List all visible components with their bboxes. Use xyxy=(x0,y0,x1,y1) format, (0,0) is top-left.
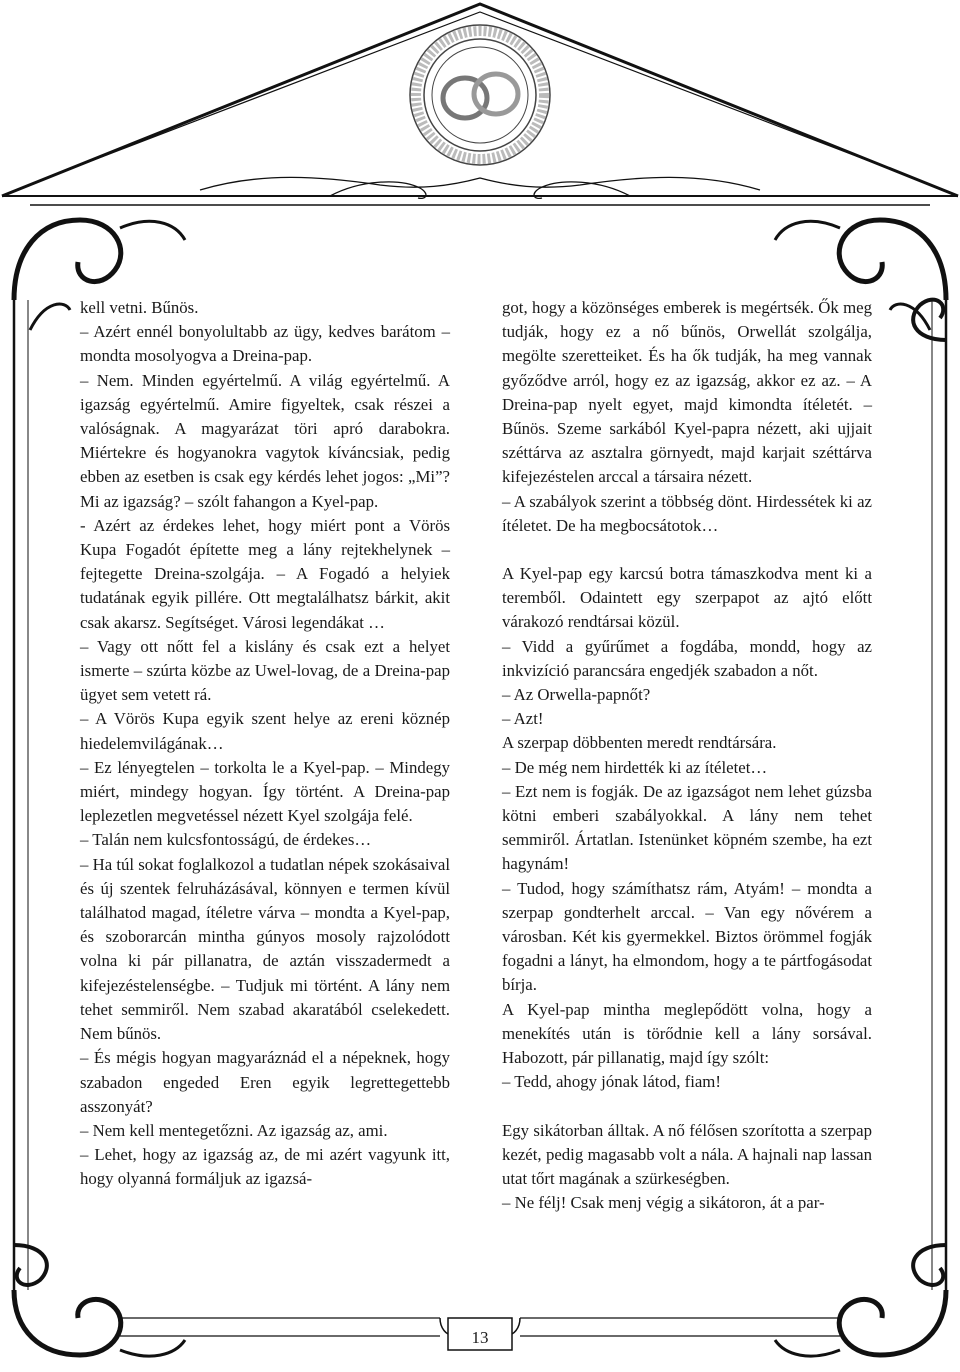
paragraph: – Ha túl sokat foglalkozol a tudatlan népek szokásaival és új szentek felruházásával, könnyen e termen kívül találhatod magad, ítéletre várva – mondta a Kyel-pap, és szoborarcán mintha gúnyos mosoly rajzolódott volna ki pár pillanatra, de aztán visszadermedt a kifejezéstelenségbe. – Tudjuk mi történt. A lány nem tehet semmiről. Nem szabad akaratából cselekedett. Nem bűnös. xyxy=(80,854,451,1044)
paragraph: – Ne félj! Csak menj végig a sikátoron, át a par- xyxy=(502,1193,825,1213)
paragraph: – Az Orwella-papnőt? xyxy=(502,685,651,705)
paragraph: – Ez lényegtelen – torkolta le a Kyel-pap. – Mindegy miért, mindegy hogyan. Így történt. A Dreina-pap leplezetlen megvetéssel nézett Kyel szolgája felé. xyxy=(80,757,450,826)
paragraph: - Azért az érdekes lehet, hogy miért pont a Vörös Kupa Fogadót építette meg a lány rejtekhelynek – fejtegette Dreina-szolgája. – A Fogadó a helyiek tudatának egyik pillére. Ott megtalálhatsz bárkit, akit csak akarsz. Segítséget. Városi legendákat … xyxy=(80,515,450,632)
paragraph: – És mégis hogyan magyaráznád el a népeknek, hogy szabadon engeded Eren egyik legrettegettebb asszonyát? xyxy=(80,1048,450,1116)
paragraph: got, hogy a közönséges emberek is megértsék. Ők meg tudják, hogy ez a nő bűnös, Orwellát szolgálja, megölte szeretteiket. És ha ők tudják, ha meg vannak győződve arról, hogy ez az igazság, akkor ez az. – A Dreina-pap nyelt egyet, majd kimondta ítéletét. – Bűnös. Szeme sarkából Kyel-papra nézett, aki ujjait széttárva az asztalra görnyedt, majd karjait széttárva kifejezéstelen arccal a társaira nézett. xyxy=(502,298,872,487)
paragraph: – Ezt nem is fogják. De az igazságot nem lehet gúzsba kötni emberi szabályokkal. A lány nem tehet semmiről. Ártatlan. Istenünket köpném szembe, ha ezt hagynám! xyxy=(502,781,872,874)
paragraph: – Vidd a gyűrűmet a fogdába, mondd, hogy az inkvizíció parancsára engedjék szabadon a nőt. xyxy=(502,636,872,680)
paragraph: A Kyel-pap egy karcsú botra támaszkodva ment ki a teremből. Odaintett egy szerpapot az ajtó előtt várakozó rendtársai közül. xyxy=(502,564,872,632)
page-number: 13 xyxy=(471,1328,489,1347)
paragraph: A szerpap döbbenten meredt rendtársára. xyxy=(502,733,777,753)
right-side-scroll-ornament xyxy=(913,300,946,1285)
paragraph: – Nem kell mentegetőzni. Az igazság az, ami. xyxy=(80,1120,388,1140)
wedding-rings-medallion-icon xyxy=(410,25,550,165)
paragraph: Egy sikátorban álltak. A nő félősen szorította a szerpap kezét, pedig magasabb volt a nála. A hajnali nap lassan utat tőrt magának a szürkeségben. xyxy=(502,1120,872,1188)
paragraph: – Tudod, hogy számíthatsz rám, Atyám! – mondta a szerpap gondterhelt arccal. – Van egy nővérem a városban. Két kis gyermekkel. Biztos örömmel fogják fogadni a lányt, ha elmondom, hogy a te pártfogásodat bírja. xyxy=(502,878,872,995)
paragraph: A Kyel-pap mintha meglepődött volna, hogy a menekítés után is törődnie kell a lány sorsával. Habozott, pár pillanatig, majd így szólt: xyxy=(502,999,872,1068)
paragraph: – Talán nem kulcsfontosságú, de érdekes… xyxy=(80,830,372,850)
left-side-scroll-ornament xyxy=(14,1245,47,1285)
paragraph: – Vagy ott nőtt fel a kislány és csak ezt a helyet ismerte – szúrta közbe az Uwel-lovag, de a Dreina-pap ügyet sem vetett rá. xyxy=(80,636,450,705)
paragraph: – Lehet, hogy az igazság az, de mi azért vagyunk itt, hogy olyanná formáljuk az igazsá- xyxy=(80,1145,450,1189)
paragraph: – De még nem hirdették ki az ítéletet… xyxy=(502,757,768,777)
left-text-column xyxy=(80,296,450,1192)
paragraph: – Azt! xyxy=(502,709,544,729)
paragraph: – Tedd, ahogy jónak látod, fiam! xyxy=(502,1072,721,1092)
paragraph: – A Vörös Kupa egyik szent helye az ereni köznép hiedelemvilágának… xyxy=(80,709,450,753)
paragraph: – A szabályok szerint a többség dönt. Hirdessétek ki az ítéletet. De ha megbocsátotok… xyxy=(502,491,872,535)
right-text-column xyxy=(502,296,872,1215)
paragraph: kell vetni. Bűnös. xyxy=(80,298,199,317)
paragraph: – Nem. Minden egyértelmű. A világ egyértelmű. A igazság egyértelmű. Amire figyeltek, csak részei a valóságnak. A magyarázat töri apró darabokra. Miértekre és hogyanokra vagytok kíváncsiak, pedig ebben az esetben is csak egy kérdés lehet jogos: „Mi”? Mi az igazság? – szólt fahangon a Kyel-pap. xyxy=(80,370,450,511)
paragraph: – Azért ennél bonyolultabb az ügy, kedves barátom – mondta mosolyogva a Dreina-pap. xyxy=(80,322,450,366)
